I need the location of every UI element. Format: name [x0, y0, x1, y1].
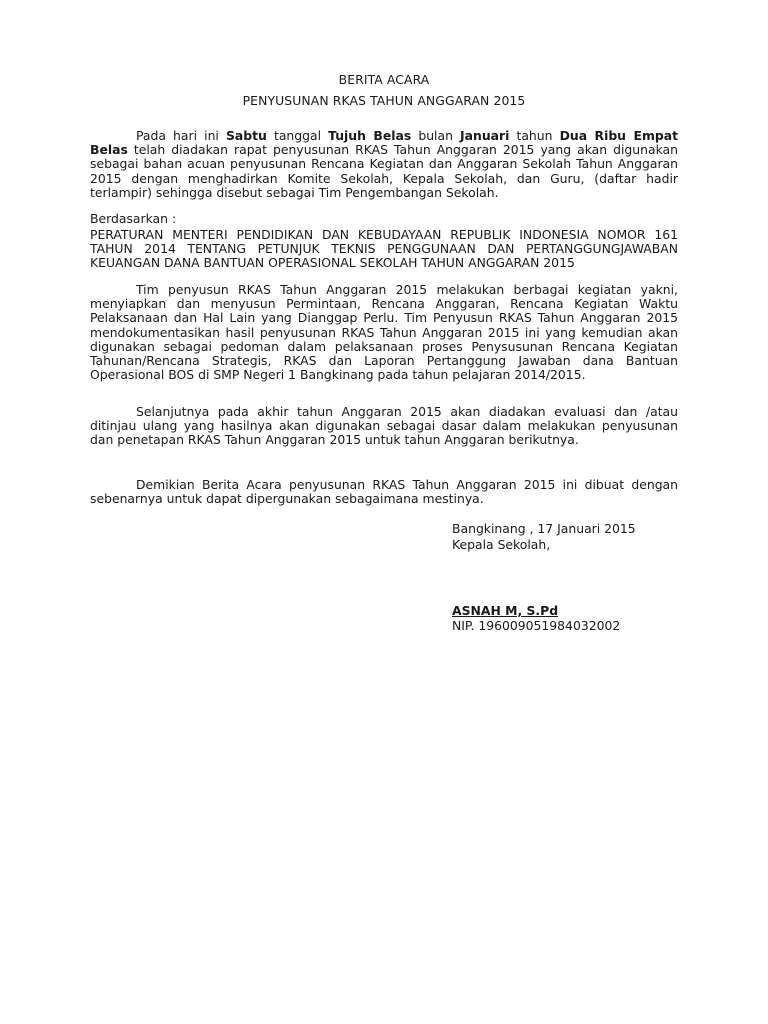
document-title: BERITA ACARA: [338, 72, 430, 87]
day-value: Sabtu: [225, 128, 267, 143]
opening-text: Pada hari ini: [136, 128, 226, 143]
signatory-name: ASNAH M, S.Pd: [452, 603, 559, 618]
evaluation-paragraph: Selanjutnya pada akhir tahun Anggaran 2015 akan diadakan evaluasi dan /atau ditinjau ulang yang hasilnya akan digunakan sebagai dasar dalam melakukan penyusunan dan penetapan RKAS Tahun Anggaran 2015 untuk tahun Anggaran berikutnya.: [90, 404, 678, 448]
basis-label: Berdasarkan :: [90, 211, 177, 226]
month-value: Januari: [460, 128, 510, 143]
opening-text: tahun: [509, 128, 560, 143]
opening-text: tanggal: [266, 128, 329, 143]
opening-text: bulan: [411, 128, 461, 143]
year-value: Dua Ribu Empat Belas: [90, 128, 679, 158]
activities-paragraph: Tim penyusun RKAS Tahun Anggaran 2015 melakukan berbagai kegiatan yakni, menyiapkan dan menyusun Permintaan, Rencana Anggaran, Rencana Kegiatan Waktu Pelaksanaan dan Hal Lain yang Dianggap Perlu. Tim Penyusun RKAS Tahun Anggaran 2015 mendokumentasikan hasil penyusunan RKAS Tahun Anggaran 2015 ini yang kemudian akan digunakan sebagai pedoman dalam pelaksanaan proses Penysusunan Rencana Kegiatan Tahunan/Rencana Strategis, RKAS dan Laporan Pertanggung Jawaban dana Bantuan Operasional BOS di SMP Negeri 1 Bangkinang pada tahun pelajaran 2014/2015.: [90, 282, 678, 383]
regulation-reference: PERATURAN MENTERI PENDIDIKAN DAN KEBUDAYAAN REPUBLIK INDONESIA NOMOR 161 TAHUN 2014 TENTANG PETUNJUK TEKNIS PENGGUNAAN DAN PERTANGGUNGJAWABAN KEUANGAN DANA BANTUAN OPERASIONAL SEKOLAH TAHUN ANGGARAN 2015: [90, 227, 678, 271]
document-subtitle: PENYUSUNAN RKAS TAHUN ANGGARAN 2015: [242, 93, 526, 108]
signature-role: Kepala Sekolah,: [452, 537, 551, 552]
closing-paragraph: Demikian Berita Acara penyusunan RKAS Tahun Anggaran 2015 ini dibuat dengan sebenarnya untuk dapat dipergunakan sebagaimana mestinya.: [90, 477, 678, 507]
opening-text: telah diadakan rapat penyusunan RKAS Tahun Anggaran 2015 yang akan digunakan sebagai bahan acuan penyusunan Rencana Kegiatan dan Anggaran Sekolah Tahun Anggaran 2015 dengan menghadirkan Komite Sekolah, Kepala Sekolah, dan Guru, (daftar hadir terlampir) sehingga disebut sebagai Tim Pengembangan Sekolah.: [90, 142, 678, 200]
opening-paragraph: [90, 129, 678, 200]
date-value: Tujuh Belas: [328, 128, 412, 143]
signatory-nip: NIP. 196009051984032002: [452, 618, 621, 633]
signature-place-date: Bangkinang , 17 Januari 2015: [452, 521, 636, 536]
